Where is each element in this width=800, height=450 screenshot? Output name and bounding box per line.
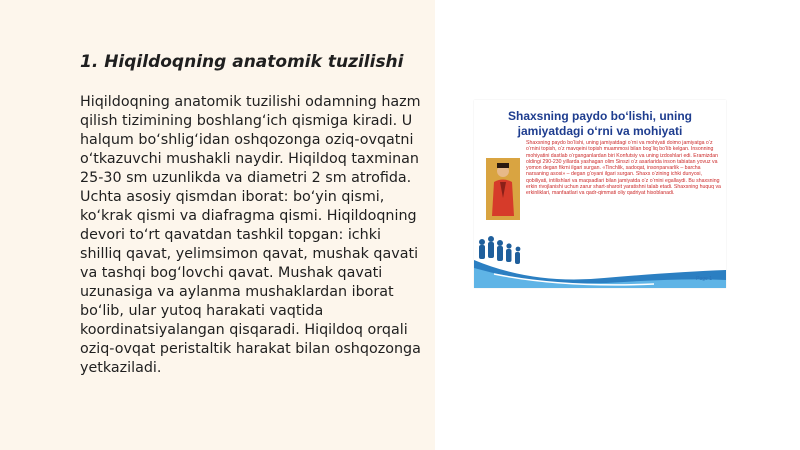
section-heading: 1. Hiqildoqning anatomik tuzilishi bbox=[80, 52, 404, 72]
slide-thumbnail bbox=[474, 100, 726, 288]
slide-body-text: Shaxsning paydo bo‘lishi, uning jamiyatdagi o‘rni va mohiyati doimo jamiyatga o‘z o‘rnini topish, o‘z mavqeini topish muammosi bilan bog‘liq bo‘lib kelgan. Insonning mohiyatini dastlab o‘rganganlardan biri Konfutsiy va uning izdoshlari edi. Eramizdan oldingi 290-230 yillarda yashagan olim Sinszi o‘z asarlarida inson tabiatan yovuz va yomon degan fikrni ilgari surgan. «Tinchlik, sadoqat, insonparvarlik – barcha narsaning asosi» – degan g‘oyani ilgari surgan. Shaxs o‘zining ichki dunyosi, qobiliyati, intilishlari va maqsadlari bilan jamiyatda o‘z o‘rnini egallaydi. Bu shaxsning erkin rivojlanishi uchun zarur shart-sharoit yaratishni talab etadi. Shaxsning huquq va erkinliklari, manfaatlari va qadr-qimmati oliy qadriyat hisoblanadi. bbox=[526, 140, 721, 197]
slide-number: Page 1 bbox=[696, 276, 712, 282]
person-icon bbox=[486, 158, 520, 220]
slide-body bbox=[526, 140, 722, 197]
portrait-image bbox=[486, 158, 520, 220]
section-paragraph: Hiqildoqning anatomik tuzilishi odamning hazm qilish tizimining boshlang‘ich qismiga kiradi. U halqum bo‘shlig‘idan oshqozonga oziq-ovqatni o‘tkazuvchi mushakli naydir. Hiqildoq taxminan 25-30 sm uzunlikda va diametri 2 sm atrofida. Uchta asosiy qismdan iborat: bo‘yin qismi, ko‘krak qismi va diafragma qismi. Hiqildoqning devori to‘rt qavatdan tashkil topgan: ichki shilliq qavat, yelimsimon qavat, mushak qavati va tashqi bog‘lovchi qavat. Mushak qavati uzunasiga va aylanma mushaklardan iborat bo‘lib, ular yutoq harakati vaqtida koordinatsiyalangan qisqaradi. Hiqildoq orqali oziq-ovqat peristaltik harakat bilan oshqozonga yetkaziladi. bbox=[80, 94, 421, 376]
slide-title: Shaxsning paydo bo‘lishi, uning jamiyatdagi o‘rni va mohiyati bbox=[507, 109, 692, 138]
people-wave-graphic bbox=[474, 230, 726, 288]
